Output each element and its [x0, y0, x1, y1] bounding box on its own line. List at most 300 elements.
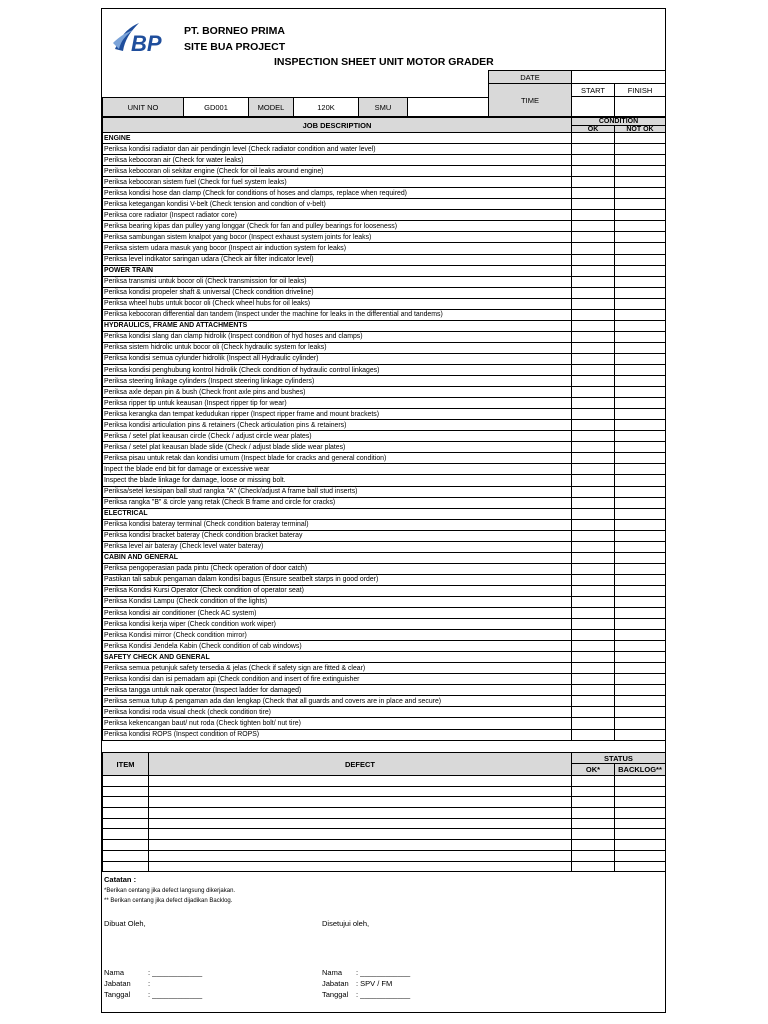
- item-cell[interactable]: [103, 776, 149, 787]
- ok-checkbox[interactable]: [572, 188, 615, 199]
- job-row: [103, 155, 666, 166]
- not-ok-checkbox[interactable]: [615, 144, 666, 155]
- job-description: Periksa kebocoran oli sekitar engine (Check for oil leaks around engine): [103, 166, 572, 177]
- not-ok-checkbox[interactable]: [615, 420, 666, 431]
- not-ok-checkbox[interactable]: [615, 199, 666, 210]
- ok-checkbox[interactable]: [572, 707, 615, 718]
- not-ok-checkbox[interactable]: [615, 353, 666, 364]
- job-row: [103, 342, 666, 353]
- defect-cell[interactable]: [149, 808, 572, 819]
- right-jabatan-label: Jabatan: [322, 979, 349, 988]
- not-ok-checkbox[interactable]: [615, 276, 666, 287]
- not-ok-checkbox[interactable]: [615, 541, 666, 552]
- not-ok-checkbox[interactable]: [615, 596, 666, 607]
- job-row: [103, 221, 666, 232]
- not-ok-checkbox[interactable]: [615, 530, 666, 541]
- not-ok-checkbox[interactable]: [615, 497, 666, 508]
- backlog-cell[interactable]: [615, 808, 666, 819]
- job-row: [103, 199, 666, 210]
- ok-checkbox[interactable]: [572, 431, 615, 442]
- job-description: Periksa Kondisi Kursi Operator (Check condition of operator seat): [103, 585, 572, 596]
- job-row: [103, 718, 666, 729]
- section-title: ELECTRICAL: [103, 508, 572, 519]
- job-description: Periksa sistem udara masuk yang bocor (Inspect air induction system for leaks): [103, 243, 572, 254]
- right-nama-field[interactable]: : ____________: [356, 968, 411, 977]
- not-ok-checkbox: [615, 552, 666, 563]
- not-ok-checkbox[interactable]: [615, 442, 666, 453]
- job-row: [103, 663, 666, 674]
- job-row: [103, 563, 666, 574]
- not-ok-checkbox[interactable]: [615, 210, 666, 221]
- backlog-cell[interactable]: [615, 786, 666, 797]
- not-ok-checkbox[interactable]: [615, 409, 666, 420]
- ok-checkbox[interactable]: [572, 641, 615, 652]
- company-name: PT. BORNEO PRIMA: [184, 25, 285, 37]
- backlog-cell[interactable]: [615, 840, 666, 851]
- ok-status-cell[interactable]: [572, 829, 615, 840]
- job-row: [103, 486, 666, 497]
- job-row: [103, 398, 666, 409]
- section-title: ENGINE: [103, 133, 572, 144]
- model-value: 120K: [293, 97, 359, 117]
- not-ok-checkbox: [615, 320, 666, 331]
- job-row: [103, 210, 666, 221]
- not-ok-checkbox[interactable]: [615, 166, 666, 177]
- defect-cell[interactable]: [149, 829, 572, 840]
- job-row: [103, 287, 666, 298]
- not-ok-checkbox[interactable]: [615, 188, 666, 199]
- job-row: [103, 387, 666, 398]
- job-description: Periksa level air bateray (Check level water bateray): [103, 541, 572, 552]
- defect-row: [103, 850, 666, 861]
- right-nama-label: Nama: [322, 968, 343, 977]
- job-row: [103, 541, 666, 552]
- section-header-row: [103, 652, 666, 663]
- ok-checkbox[interactable]: [572, 619, 615, 630]
- job-row: [103, 696, 666, 707]
- right-tanggal-label: Tanggal: [322, 990, 349, 999]
- ok-checkbox[interactable]: [572, 729, 615, 740]
- ok-checkbox[interactable]: [572, 596, 615, 607]
- job-description: Periksa kerangka dan tempat kedudukan ripper (Inspect ripper frame and mount brackets): [103, 409, 572, 420]
- job-description: Periksa Kondisi mirror (Check condition mirror): [103, 630, 572, 641]
- backlog-cell[interactable]: [615, 861, 666, 872]
- not-ok-checkbox[interactable]: [615, 376, 666, 387]
- section-title: CABIN AND GENERAL: [103, 552, 572, 563]
- defect-cell[interactable]: [149, 840, 572, 851]
- not-ok-checkbox[interactable]: [615, 342, 666, 353]
- job-row: [103, 254, 666, 265]
- item-cell[interactable]: [103, 818, 149, 829]
- ok-checkbox[interactable]: [572, 276, 615, 287]
- job-description: Periksa kondisi semua cylunder hidrolik (Inspect all Hydraulic cylinder): [103, 353, 572, 364]
- job-description: Periksa sistem hidrolic untuk bocor oli (Check hydraulic system for leaks): [103, 342, 572, 353]
- job-row: [103, 641, 666, 652]
- ok-checkbox[interactable]: [572, 221, 615, 232]
- job-description-table: [102, 132, 666, 741]
- defect-cell[interactable]: [149, 797, 572, 808]
- job-description: Periksa Kondisi Jendela Kabin (Check condition of cab windows): [103, 641, 572, 652]
- sheet-title: INSPECTION SHEET UNIT MOTOR GRADER: [274, 56, 494, 68]
- job-description: Periksa kebocoran differential dan tandem (Inspect under the machine for leaks in the differential and tandems): [103, 309, 572, 320]
- not-ok-checkbox[interactable]: [615, 398, 666, 409]
- section-header-row: [103, 265, 666, 276]
- approved-by-label: Disetujui oleh,: [322, 919, 370, 928]
- job-description: Periksa kondisi articulation pins & retainers (Check articulation pins & retainers): [103, 420, 572, 431]
- item-cell[interactable]: [103, 829, 149, 840]
- ok-status-cell[interactable]: [572, 786, 615, 797]
- section-title: SAFETY CHECK AND GENERAL: [103, 652, 572, 663]
- job-row: [103, 685, 666, 696]
- not-ok-checkbox: [615, 265, 666, 276]
- defect-cell[interactable]: [149, 776, 572, 787]
- defect-row: [103, 797, 666, 808]
- job-description: Periksa ripper tip untuk keausan (Inspect ripper tip for wear): [103, 398, 572, 409]
- ok-checkbox[interactable]: [572, 398, 615, 409]
- not-ok-checkbox[interactable]: [615, 309, 666, 320]
- ok-status-cell[interactable]: [572, 840, 615, 851]
- start-field[interactable]: [571, 96, 615, 117]
- job-row: [103, 519, 666, 530]
- not-ok-checkbox[interactable]: [615, 563, 666, 574]
- not-ok-checkbox[interactable]: [615, 431, 666, 442]
- ok-checkbox[interactable]: [572, 464, 615, 475]
- job-description: Periksa kondisi roda visual check (check condition tire): [103, 707, 572, 718]
- ok-checkbox: [572, 265, 615, 276]
- job-description: Periksa pisau untuk retak dan kondisi umum (Inspect blade for cracks and general condition): [103, 453, 572, 464]
- job-row: [103, 596, 666, 607]
- job-description: Periksa core radiator (Inspect radiator core): [103, 210, 572, 221]
- not-ok-checkbox[interactable]: [615, 298, 666, 309]
- ok-checkbox[interactable]: [572, 442, 615, 453]
- not-ok-checkbox[interactable]: [615, 364, 666, 375]
- not-ok-checkbox[interactable]: [615, 519, 666, 530]
- backlog-cell[interactable]: [615, 829, 666, 840]
- ok-checkbox[interactable]: [572, 497, 615, 508]
- not-ok-checkbox[interactable]: [615, 641, 666, 652]
- job-description: Periksa kondisi dan isi pemadam api (Check condition and insert of fire extinguisher: [103, 674, 572, 685]
- job-description: Periksa semua tutup & pengaman ada dan lengkap (Check that all guards and covers are in place and secure): [103, 696, 572, 707]
- ok-checkbox[interactable]: [572, 254, 615, 265]
- ok-checkbox[interactable]: [572, 541, 615, 552]
- defect-row: [103, 840, 666, 851]
- item-cell[interactable]: [103, 786, 149, 797]
- ok-status-cell[interactable]: [572, 808, 615, 819]
- job-description: Periksa transmisi untuk bocor oli (Check transmission for oil leaks): [103, 276, 572, 287]
- ok-checkbox[interactable]: [572, 486, 615, 497]
- job-description-header: JOB DESCRIPTION: [102, 117, 572, 133]
- not-ok-checkbox[interactable]: [615, 464, 666, 475]
- not-ok-checkbox[interactable]: [615, 585, 666, 596]
- ok-checkbox[interactable]: [572, 210, 615, 221]
- job-row: [103, 729, 666, 740]
- job-description: Periksa kondisi ROPS (Inspect condition of ROPS): [103, 729, 572, 740]
- job-row: [103, 309, 666, 320]
- ok-checkbox[interactable]: [572, 364, 615, 375]
- job-description: Periksa kondisi bateray terminal (Check condition bateray terminal): [103, 519, 572, 530]
- job-row: [103, 232, 666, 243]
- ok-checkbox[interactable]: [572, 199, 615, 210]
- defect-cell[interactable]: [149, 861, 572, 872]
- job-description: Periksa kondisi air conditioner (Check AC system): [103, 608, 572, 619]
- ok-checkbox[interactable]: [572, 376, 615, 387]
- job-row: [103, 442, 666, 453]
- job-description: Periksa semua petunjuk safety tersedia & jelas (Check if safety sign are fitted & clear): [103, 663, 572, 674]
- job-row: [103, 376, 666, 387]
- job-description: Inpect the blade end bit for damage or excessive wear: [103, 464, 572, 475]
- not-ok-checkbox[interactable]: [615, 221, 666, 232]
- not-ok-checkbox[interactable]: [615, 574, 666, 585]
- job-row: [103, 409, 666, 420]
- section-header-row: [103, 508, 666, 519]
- job-row: [103, 364, 666, 375]
- not-ok-checkbox[interactable]: [615, 453, 666, 464]
- job-row: [103, 144, 666, 155]
- job-description: Periksa wheel hubs untuk bocor oli (Check wheel hubs for oil leaks): [103, 298, 572, 309]
- left-jabatan-label: Jabatan: [104, 979, 131, 988]
- job-description: Periksa kebocoran air (Check for water leaks): [103, 155, 572, 166]
- job-description: Periksa kebocoran sistem fuel (Check for fuel system leaks): [103, 177, 572, 188]
- ok-checkbox: [572, 508, 615, 519]
- job-description: Periksa kekencangan baut/ nut roda (Check tighten bolt/ nut tire): [103, 718, 572, 729]
- notes-title: Catatan :: [104, 875, 137, 884]
- not-ok-checkbox[interactable]: [615, 177, 666, 188]
- finish-label: FINISH: [614, 83, 666, 97]
- job-description: Periksa kondisi slang dan clamp hidrolik (Inspect condition of hyd hoses and clamps): [103, 331, 572, 342]
- ok-checkbox[interactable]: [572, 696, 615, 707]
- ok-checkbox[interactable]: [572, 674, 615, 685]
- job-row: [103, 188, 666, 199]
- backlog-cell[interactable]: [615, 850, 666, 861]
- date-field[interactable]: [571, 70, 666, 84]
- logo-text: BP: [131, 31, 162, 56]
- ok-checkbox[interactable]: [572, 144, 615, 155]
- not-ok-checkbox[interactable]: [615, 619, 666, 630]
- ok-status-cell[interactable]: [572, 818, 615, 829]
- defect-cell[interactable]: [149, 786, 572, 797]
- job-row: [103, 166, 666, 177]
- job-description: Periksa ketegangan kondisi V-belt (Check tension and condtion of v-belt): [103, 199, 572, 210]
- ok-checkbox[interactable]: [572, 166, 615, 177]
- job-row: [103, 608, 666, 619]
- ok-checkbox[interactable]: [572, 685, 615, 696]
- job-description: Inspect the blade linkage for damage, loose or missing bolt.: [103, 475, 572, 486]
- not-ok-checkbox[interactable]: [615, 696, 666, 707]
- job-row: [103, 630, 666, 641]
- job-row: [103, 497, 666, 508]
- job-description: Periksa tangga untuk naik operator (Inspect ladder for damaged): [103, 685, 572, 696]
- job-row: [103, 353, 666, 364]
- job-description: Periksa rangka "B" & circle yang retak (Check B frame and circle for cracks): [103, 497, 572, 508]
- not-ok-checkbox[interactable]: [615, 243, 666, 254]
- ok-checkbox[interactable]: [572, 243, 615, 254]
- not-ok-checkbox[interactable]: [615, 287, 666, 298]
- item-cell[interactable]: [103, 797, 149, 808]
- ok-checkbox[interactable]: [572, 663, 615, 674]
- ok-status-cell[interactable]: [572, 850, 615, 861]
- not-ok-checkbox[interactable]: [615, 475, 666, 486]
- not-ok-checkbox[interactable]: [615, 232, 666, 243]
- ok-checkbox[interactable]: [572, 475, 615, 486]
- company-logo: [111, 21, 173, 57]
- defect-cell[interactable]: [149, 850, 572, 861]
- ok-checkbox: [572, 652, 615, 663]
- ok-checkbox[interactable]: [572, 608, 615, 619]
- ok-checkbox[interactable]: [572, 342, 615, 353]
- job-description: Periksa level indikator saringan udara (Check air filter indicator level): [103, 254, 572, 265]
- ok-checkbox[interactable]: [572, 232, 615, 243]
- ok-checkbox[interactable]: [572, 409, 615, 420]
- defect-row: [103, 829, 666, 840]
- job-description: Pastikan tali sabuk pengaman dalam kondisi bagus (Ensure seatbelt starps in good order): [103, 574, 572, 585]
- ok-checkbox[interactable]: [572, 420, 615, 431]
- defect-cell[interactable]: [149, 818, 572, 829]
- ok-checkbox[interactable]: [572, 387, 615, 398]
- job-row: [103, 420, 666, 431]
- ok-checkbox: [572, 133, 615, 144]
- ok-checkbox[interactable]: [572, 585, 615, 596]
- not-ok-checkbox[interactable]: [615, 155, 666, 166]
- not-ok-checkbox[interactable]: [615, 663, 666, 674]
- job-row: [103, 619, 666, 630]
- ok-checkbox[interactable]: [572, 353, 615, 364]
- time-label: TIME: [488, 83, 572, 117]
- smu-field[interactable]: [407, 97, 489, 117]
- inspection-sheet: [101, 8, 666, 1013]
- not-ok-checkbox: [615, 133, 666, 144]
- left-nama-label: Nama: [104, 968, 125, 977]
- not-ok-checkbox[interactable]: [615, 387, 666, 398]
- right-tanggal-field[interactable]: : ____________: [356, 990, 411, 999]
- left-tanggal-label: Tanggal: [104, 990, 131, 999]
- backlog-cell[interactable]: [615, 797, 666, 808]
- site-name: SITE BUA PROJECT: [184, 41, 286, 53]
- not-ok-checkbox[interactable]: [615, 685, 666, 696]
- item-cell[interactable]: [103, 861, 149, 872]
- defect-row: [103, 786, 666, 797]
- backlog-cell[interactable]: [615, 776, 666, 787]
- not-ok-checkbox: [615, 652, 666, 663]
- made-by-label: Dibuat Oleh,: [104, 919, 146, 928]
- notes-line-1: *Berikan centang jika defect langsung dikerjakan.: [104, 888, 236, 894]
- job-description: Periksa kondisi hose dan clamp (Check for conditions of hoses and clamps, replace when required): [103, 188, 572, 199]
- ok-checkbox[interactable]: [572, 155, 615, 166]
- job-row: [103, 177, 666, 188]
- defect-row: [103, 861, 666, 872]
- ok-checkbox[interactable]: [572, 453, 615, 464]
- left-nama-field[interactable]: : ____________: [148, 968, 203, 977]
- job-row: [103, 331, 666, 342]
- item-cell[interactable]: [103, 840, 149, 851]
- not-ok-header: NOT OK: [614, 125, 666, 133]
- ok-checkbox[interactable]: [572, 287, 615, 298]
- ok-checkbox[interactable]: [572, 574, 615, 585]
- job-row: [103, 453, 666, 464]
- ok-checkbox[interactable]: [572, 530, 615, 541]
- defect-header: DEFECT: [148, 752, 572, 776]
- job-row: [103, 243, 666, 254]
- unit-no-label: UNIT NO: [102, 97, 184, 117]
- defect-table: [102, 775, 666, 872]
- left-tanggal-field[interactable]: : ____________: [148, 990, 203, 999]
- date-label: DATE: [488, 70, 572, 84]
- job-description: Periksa kondisi kerja wiper (Check condition work wiper): [103, 619, 572, 630]
- job-description: Periksa kondisi propeler shaft & universal (Check condition driveline): [103, 287, 572, 298]
- job-row: [103, 298, 666, 309]
- backlog-header: BACKLOG**: [614, 763, 666, 776]
- job-description: Periksa / setel plat keausan blade slide (Check / adjust blade slide wear plates): [103, 442, 572, 453]
- item-cell[interactable]: [103, 808, 149, 819]
- ok-status-cell[interactable]: [572, 797, 615, 808]
- job-description: Periksa / setel plat keausan circle (Check / adjust circle wear plates): [103, 431, 572, 442]
- ok-checkbox[interactable]: [572, 519, 615, 530]
- left-jabatan-field[interactable]: :: [148, 979, 151, 988]
- smu-label: SMU: [358, 97, 408, 117]
- job-row: [103, 574, 666, 585]
- ok-status-cell[interactable]: [572, 776, 615, 787]
- job-description: Periksa axle depan pin & bush (Check front axle pins and bushes): [103, 387, 572, 398]
- not-ok-checkbox[interactable]: [615, 486, 666, 497]
- ok-checkbox: [572, 320, 615, 331]
- not-ok-checkbox[interactable]: [615, 331, 666, 342]
- job-description: Periksa bearing kipas dan pulley yang longgar (Check for fan and pulley bearings for looseness): [103, 221, 572, 232]
- job-description: Periksa steering linkage cylinders (Inspect steering linkage cylinders): [103, 376, 572, 387]
- unit-no-value: GD001: [183, 97, 249, 117]
- ok-checkbox: [572, 552, 615, 563]
- not-ok-checkbox[interactable]: [615, 729, 666, 740]
- section-header-row: [103, 552, 666, 563]
- job-row: [103, 276, 666, 287]
- job-description: Periksa sambungan sistem knalpot yang bocor (Inspect exhaust system joints for leaks): [103, 232, 572, 243]
- model-label: MODEL: [248, 97, 294, 117]
- defect-row: [103, 776, 666, 787]
- job-row: [103, 475, 666, 486]
- job-description: Periksa Kondisi Lampu (Check condition of the lights): [103, 596, 572, 607]
- not-ok-checkbox[interactable]: [615, 707, 666, 718]
- ok-checkbox[interactable]: [572, 331, 615, 342]
- start-label: START: [571, 83, 615, 97]
- item-cell[interactable]: [103, 850, 149, 861]
- section-header-row: [103, 320, 666, 331]
- job-description: Periksa pengoperasian pada pintu (Check operation of door catch): [103, 563, 572, 574]
- not-ok-checkbox: [615, 508, 666, 519]
- condition-header: CONDITION: [571, 117, 666, 126]
- not-ok-checkbox[interactable]: [615, 718, 666, 729]
- ok-checkbox[interactable]: [572, 309, 615, 320]
- not-ok-checkbox[interactable]: [615, 630, 666, 641]
- finish-field[interactable]: [614, 96, 666, 117]
- job-description: Periksa/setel kesisipan ball stud rangka "A" (Check/adjust A frame ball stud inserts): [103, 486, 572, 497]
- status-header: STATUS: [571, 752, 666, 764]
- ok-checkbox[interactable]: [572, 563, 615, 574]
- ok-checkbox[interactable]: [572, 177, 615, 188]
- ok-checkbox[interactable]: [572, 630, 615, 641]
- job-description: Periksa kondisi penghubung kontrol hidrolik (Check condition of hydraulic control linkages): [103, 364, 572, 375]
- not-ok-checkbox[interactable]: [615, 674, 666, 685]
- not-ok-checkbox[interactable]: [615, 254, 666, 265]
- not-ok-checkbox[interactable]: [615, 608, 666, 619]
- ok-status-header: OK*: [571, 763, 615, 776]
- ok-status-cell[interactable]: [572, 861, 615, 872]
- section-header-row: [103, 133, 666, 144]
- ok-header: OK: [571, 125, 615, 133]
- ok-checkbox[interactable]: [572, 718, 615, 729]
- job-description: Periksa kondisi radiator dan air pendingin level (Check radiator condition and water level): [103, 144, 572, 155]
- backlog-cell[interactable]: [615, 818, 666, 829]
- defect-row: [103, 818, 666, 829]
- ok-checkbox[interactable]: [572, 298, 615, 309]
- right-jabatan-field: : SPV / FM: [356, 979, 393, 988]
